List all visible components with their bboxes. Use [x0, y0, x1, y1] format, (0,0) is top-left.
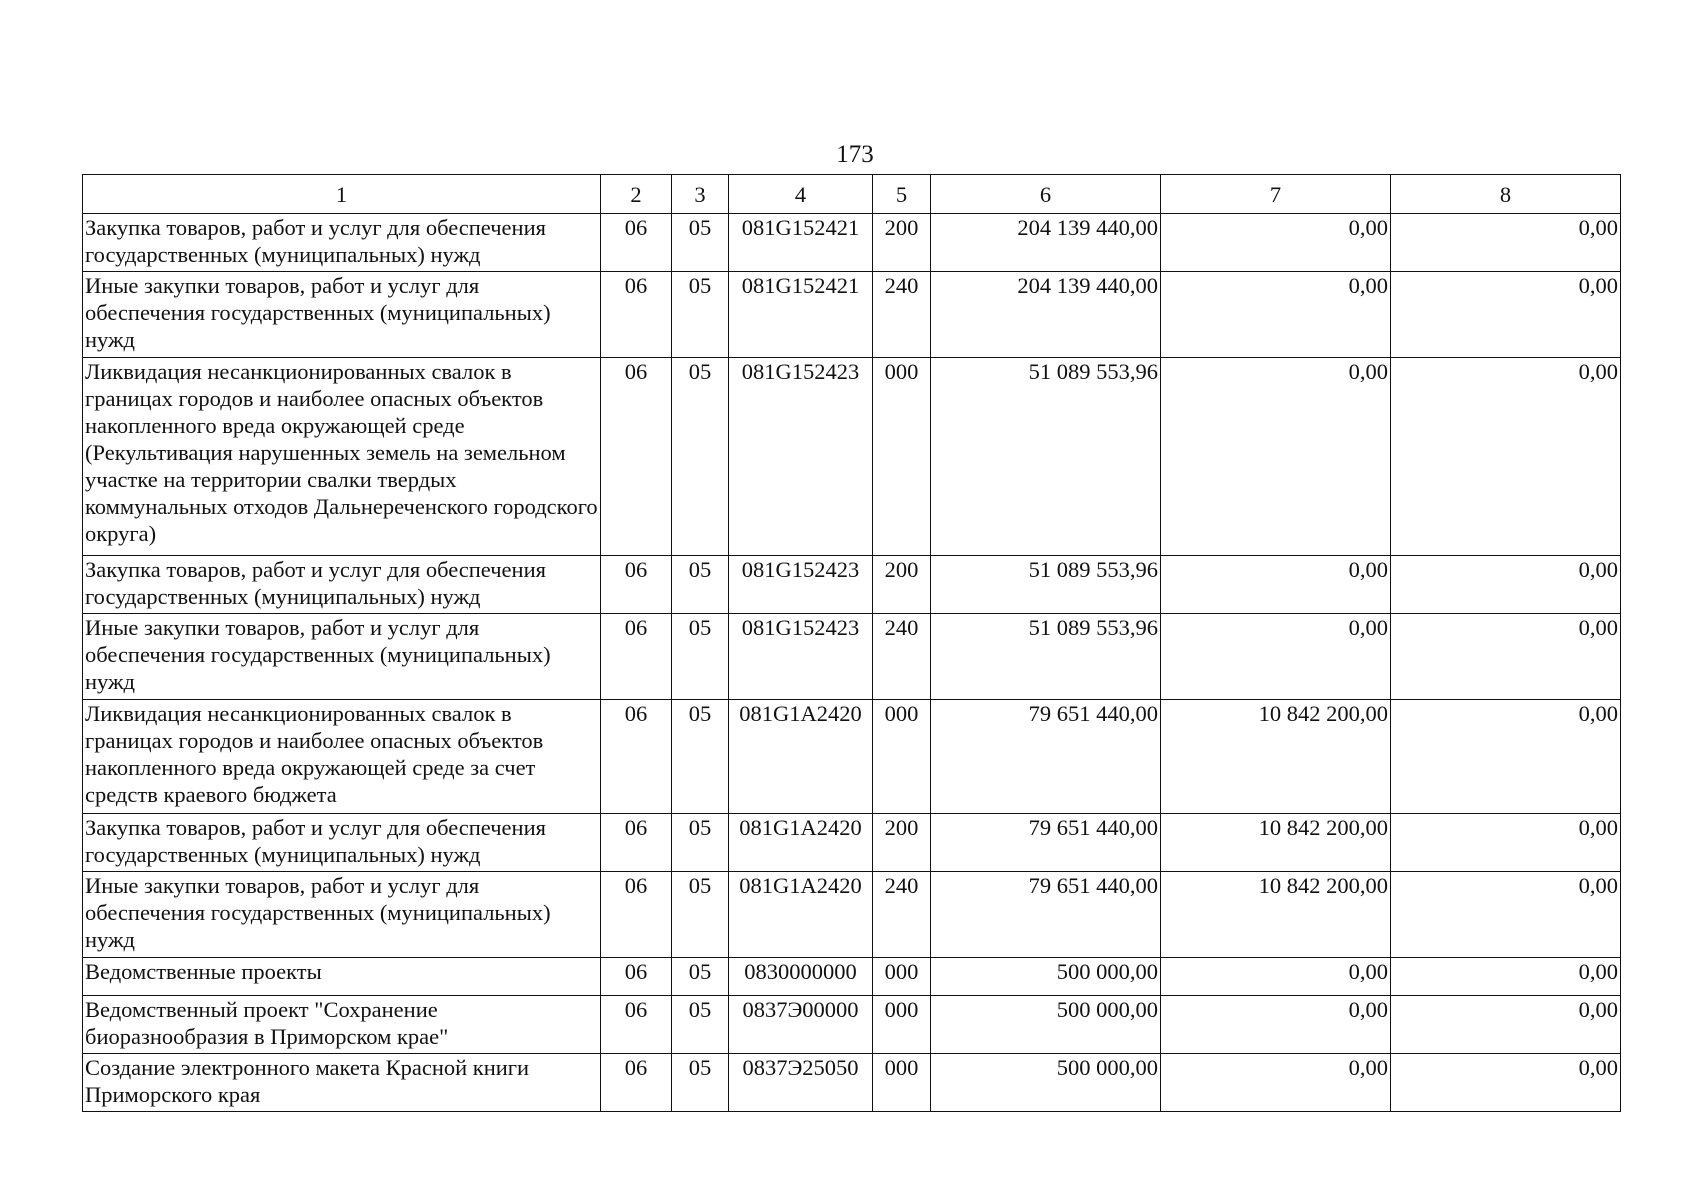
row-subsection: 05 — [672, 872, 729, 958]
row-section: 06 — [601, 358, 672, 556]
column-header: 7 — [1161, 175, 1391, 214]
table-row — [83, 614, 1621, 700]
row-subsection: 05 — [672, 358, 729, 556]
row-section: 06 — [601, 614, 672, 700]
row-amount-6: 51 089 553,96 — [931, 614, 1161, 700]
row-target-code: 0830000000 — [729, 958, 873, 996]
row-amount-8: 0,00 — [1391, 700, 1621, 814]
row-amount-7: 10 842 200,00 — [1161, 700, 1391, 814]
row-expense-type: 200 — [873, 214, 931, 272]
row-expense-type: 200 — [873, 556, 931, 614]
row-name: Закупка товаров, работ и услуг для обеспечения государственных (муниципальных) нужд — [83, 214, 601, 272]
budget-table — [82, 174, 1621, 1112]
column-header: 3 — [672, 175, 729, 214]
row-subsection: 05 — [672, 272, 729, 358]
row-expense-type: 000 — [873, 358, 931, 556]
page-number: 173 — [836, 141, 874, 168]
row-target-code: 081G152423 — [729, 614, 873, 700]
row-amount-7: 0,00 — [1161, 614, 1391, 700]
row-target-code: 081G152423 — [729, 358, 873, 556]
table-row — [83, 996, 1621, 1054]
row-amount-8: 0,00 — [1391, 358, 1621, 556]
table-row — [83, 214, 1621, 272]
row-name: Закупка товаров, работ и услуг для обеспечения государственных (муниципальных) нужд — [83, 556, 601, 614]
row-amount-7: 0,00 — [1161, 358, 1391, 556]
row-amount-6: 500 000,00 — [931, 958, 1161, 996]
column-header: 8 — [1391, 175, 1621, 214]
row-expense-type: 000 — [873, 958, 931, 996]
row-amount-6: 51 089 553,96 — [931, 358, 1161, 556]
row-amount-8: 0,00 — [1391, 1054, 1621, 1112]
row-amount-8: 0,00 — [1391, 214, 1621, 272]
row-amount-8: 0,00 — [1391, 996, 1621, 1054]
table-row — [83, 814, 1621, 872]
table-row — [83, 872, 1621, 958]
row-target-code: 0837Э00000 — [729, 996, 873, 1054]
column-header: 6 — [931, 175, 1161, 214]
row-expense-type: 200 — [873, 814, 931, 872]
row-amount-6: 204 139 440,00 — [931, 272, 1161, 358]
row-subsection: 05 — [672, 814, 729, 872]
row-target-code: 081G1A2420 — [729, 872, 873, 958]
row-section: 06 — [601, 872, 672, 958]
row-name: Ведомственные проекты — [83, 958, 601, 996]
row-section: 06 — [601, 556, 672, 614]
row-target-code: 081G1A2420 — [729, 814, 873, 872]
row-section: 06 — [601, 958, 672, 996]
row-name: Иные закупки товаров, работ и услуг для обеспечения государственных (муниципальных) нужд — [83, 272, 601, 358]
table-row — [83, 958, 1621, 996]
row-name: Иные закупки товаров, работ и услуг для обеспечения государственных (муниципальных) нужд — [83, 872, 601, 958]
row-amount-7: 10 842 200,00 — [1161, 872, 1391, 958]
row-name: Ведомственный проект "Сохранение биоразнообразия в Приморском крае" — [83, 996, 601, 1054]
row-section: 06 — [601, 214, 672, 272]
row-subsection: 05 — [672, 996, 729, 1054]
row-amount-7: 0,00 — [1161, 1054, 1391, 1112]
row-expense-type: 000 — [873, 700, 931, 814]
row-amount-7: 0,00 — [1161, 996, 1391, 1054]
row-section: 06 — [601, 700, 672, 814]
row-target-code: 081G152421 — [729, 272, 873, 358]
row-amount-7: 0,00 — [1161, 556, 1391, 614]
table-row — [83, 700, 1621, 814]
table-row — [83, 358, 1621, 556]
row-expense-type: 240 — [873, 872, 931, 958]
row-amount-8: 0,00 — [1391, 272, 1621, 358]
row-amount-6: 79 651 440,00 — [931, 872, 1161, 958]
table-header-row — [83, 175, 1621, 214]
column-header: 5 — [873, 175, 931, 214]
column-header: 2 — [601, 175, 672, 214]
row-subsection: 05 — [672, 556, 729, 614]
row-amount-6: 79 651 440,00 — [931, 814, 1161, 872]
row-expense-type: 000 — [873, 1054, 931, 1112]
row-amount-8: 0,00 — [1391, 814, 1621, 872]
table-row — [83, 556, 1621, 614]
row-amount-7: 10 842 200,00 — [1161, 814, 1391, 872]
table-row — [83, 1054, 1621, 1112]
row-amount-7: 0,00 — [1161, 214, 1391, 272]
row-amount-6: 51 089 553,96 — [931, 556, 1161, 614]
table-row — [83, 272, 1621, 358]
row-amount-7: 0,00 — [1161, 272, 1391, 358]
row-amount-6: 204 139 440,00 — [931, 214, 1161, 272]
row-target-code: 0837Э25050 — [729, 1054, 873, 1112]
row-amount-6: 500 000,00 — [931, 996, 1161, 1054]
row-subsection: 05 — [672, 614, 729, 700]
row-name: Закупка товаров, работ и услуг для обеспечения государственных (муниципальных) нужд — [83, 814, 601, 872]
row-amount-8: 0,00 — [1391, 872, 1621, 958]
row-subsection: 05 — [672, 1054, 729, 1112]
column-header: 1 — [83, 175, 601, 214]
row-target-code: 081G152421 — [729, 214, 873, 272]
row-name: Ликвидация несанкционированных свалок в границах городов и наиболее опасных объектов накопленного вреда окружающей среде (Рекультивация нарушенных земель на земельном участке на территории свалки твердых коммунальных отходов Дальнереченского городского округа) — [83, 358, 601, 556]
row-target-code: 081G1A2420 — [729, 700, 873, 814]
row-amount-6: 500 000,00 — [931, 1054, 1161, 1112]
row-amount-6: 79 651 440,00 — [931, 700, 1161, 814]
row-expense-type: 240 — [873, 272, 931, 358]
row-name: Создание электронного макета Красной книги Приморского края — [83, 1054, 601, 1112]
row-amount-8: 0,00 — [1391, 556, 1621, 614]
row-section: 06 — [601, 272, 672, 358]
row-amount-8: 0,00 — [1391, 958, 1621, 996]
row-expense-type: 240 — [873, 614, 931, 700]
row-target-code: 081G152423 — [729, 556, 873, 614]
row-subsection: 05 — [672, 700, 729, 814]
row-amount-7: 0,00 — [1161, 958, 1391, 996]
column-header: 4 — [729, 175, 873, 214]
row-expense-type: 000 — [873, 996, 931, 1054]
row-subsection: 05 — [672, 214, 729, 272]
row-name: Иные закупки товаров, работ и услуг для обеспечения государственных (муниципальных) нужд — [83, 614, 601, 700]
row-name: Ликвидация несанкционированных свалок в границах городов и наиболее опасных объектов накопленного вреда окружающей среде за счет средств краевого бюджета — [83, 700, 601, 814]
row-section: 06 — [601, 1054, 672, 1112]
row-section: 06 — [601, 996, 672, 1054]
row-subsection: 05 — [672, 958, 729, 996]
row-amount-8: 0,00 — [1391, 614, 1621, 700]
row-section: 06 — [601, 814, 672, 872]
